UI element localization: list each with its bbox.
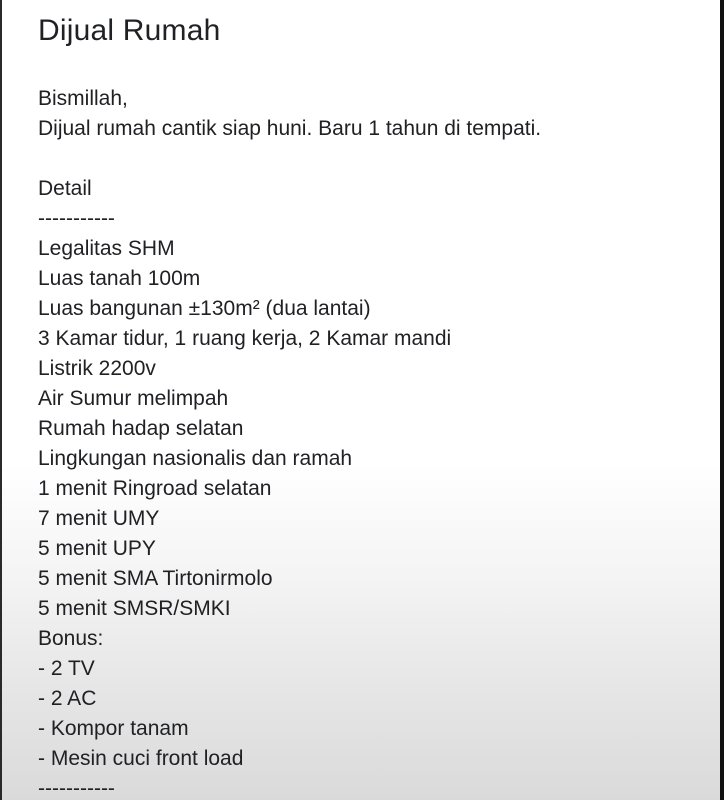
note-line: Bonus: bbox=[38, 627, 104, 650]
note-line: Luas tanah 100m bbox=[38, 267, 201, 290]
note-line: 5 menit UPY bbox=[38, 537, 156, 560]
note-line: Listrik 2200v bbox=[38, 357, 156, 380]
note-line: Legalitas SHM bbox=[38, 237, 175, 260]
divider-line: ----------- bbox=[38, 207, 115, 230]
note-line: Rumah hadap selatan bbox=[38, 417, 244, 440]
note-line: Lingkungan nasionalis dan ramah bbox=[38, 447, 353, 470]
note-line: Dijual rumah cantik siap huni. Baru 1 tahun di tempati. bbox=[38, 117, 542, 140]
left-border bbox=[0, 0, 2, 800]
note-line: 1 menit Ringroad selatan bbox=[38, 477, 272, 500]
note-line: - Mesin cuci front load bbox=[38, 747, 244, 770]
note-line: - 2 TV bbox=[38, 657, 95, 680]
note-line: - 2 AC bbox=[38, 687, 97, 710]
note-line: Luas bangunan ±130m² (dua lantai) bbox=[38, 297, 371, 320]
note-line: 5 menit SMSR/SMKI bbox=[38, 597, 231, 620]
note-title[interactable]: Dijual Rumah bbox=[38, 14, 221, 47]
note-line: 7 menit UMY bbox=[38, 507, 160, 530]
right-border bbox=[720, 0, 724, 800]
note-line: 3 Kamar tidur, 1 ruang kerja, 2 Kamar mandi bbox=[38, 327, 452, 350]
note-line: Detail bbox=[38, 177, 92, 200]
note-line: Bismillah, bbox=[38, 87, 128, 110]
note-line: Air Sumur melimpah bbox=[38, 387, 229, 410]
note-line: - Kompor tanam bbox=[38, 717, 189, 740]
blank-line bbox=[38, 144, 698, 174]
divider-line: ----------- bbox=[38, 777, 115, 800]
note-body[interactable] bbox=[38, 84, 698, 800]
note-line: 5 menit SMA Tirtonirmolo bbox=[38, 567, 273, 590]
